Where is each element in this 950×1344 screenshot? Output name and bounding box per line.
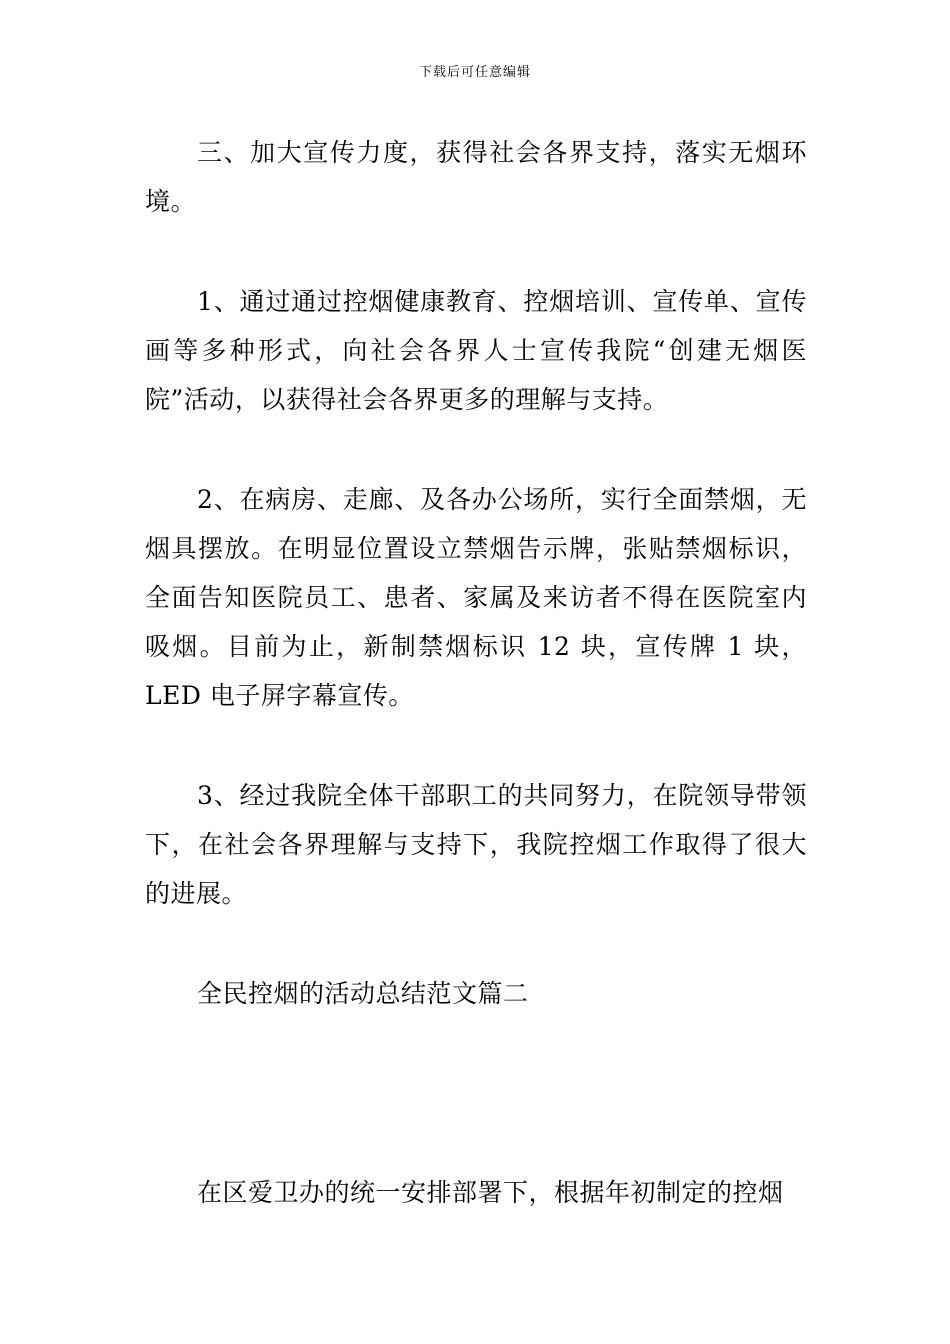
article-title: 全民控烟的活动总结范文篇二	[197, 979, 529, 1008]
body-paragraph-4: 在区爱卫办的统一安排部署下，根据年初制定的控烟	[197, 1178, 784, 1207]
body-paragraph-3: 3、经过我院全体干部职工的共同努力，在院领导带领下，在社会各界理解与支持下，我院控烟工作取得了很大的进展。	[145, 781, 807, 908]
page-header: 下载后可任意编辑	[418, 65, 531, 80]
body-paragraph-2: 2、在病房、走廊、及各办公场所，实行全面禁烟，无烟具摆放。在明显位置设立禁烟告示牌，张贴禁烟标识，全面告知医院员工、患者、家属及来访者不得在医院室内吸烟。目前为止，新制禁烟标识 12 块，宣传牌 1 块，LED 电子屏字幕宣传。	[145, 485, 807, 710]
body-paragraph-1: 1、通过通过控烟健康教育、控烟培训、宣传单、宣传画等多种形式，向社会各界人士宣传我院“创建无烟医院”活动，以获得社会各界更多的理解与支持。	[145, 287, 807, 414]
section-heading-paragraph: 三、加大宣传力度，获得社会各界支持，落实无烟环境。	[145, 138, 807, 216]
